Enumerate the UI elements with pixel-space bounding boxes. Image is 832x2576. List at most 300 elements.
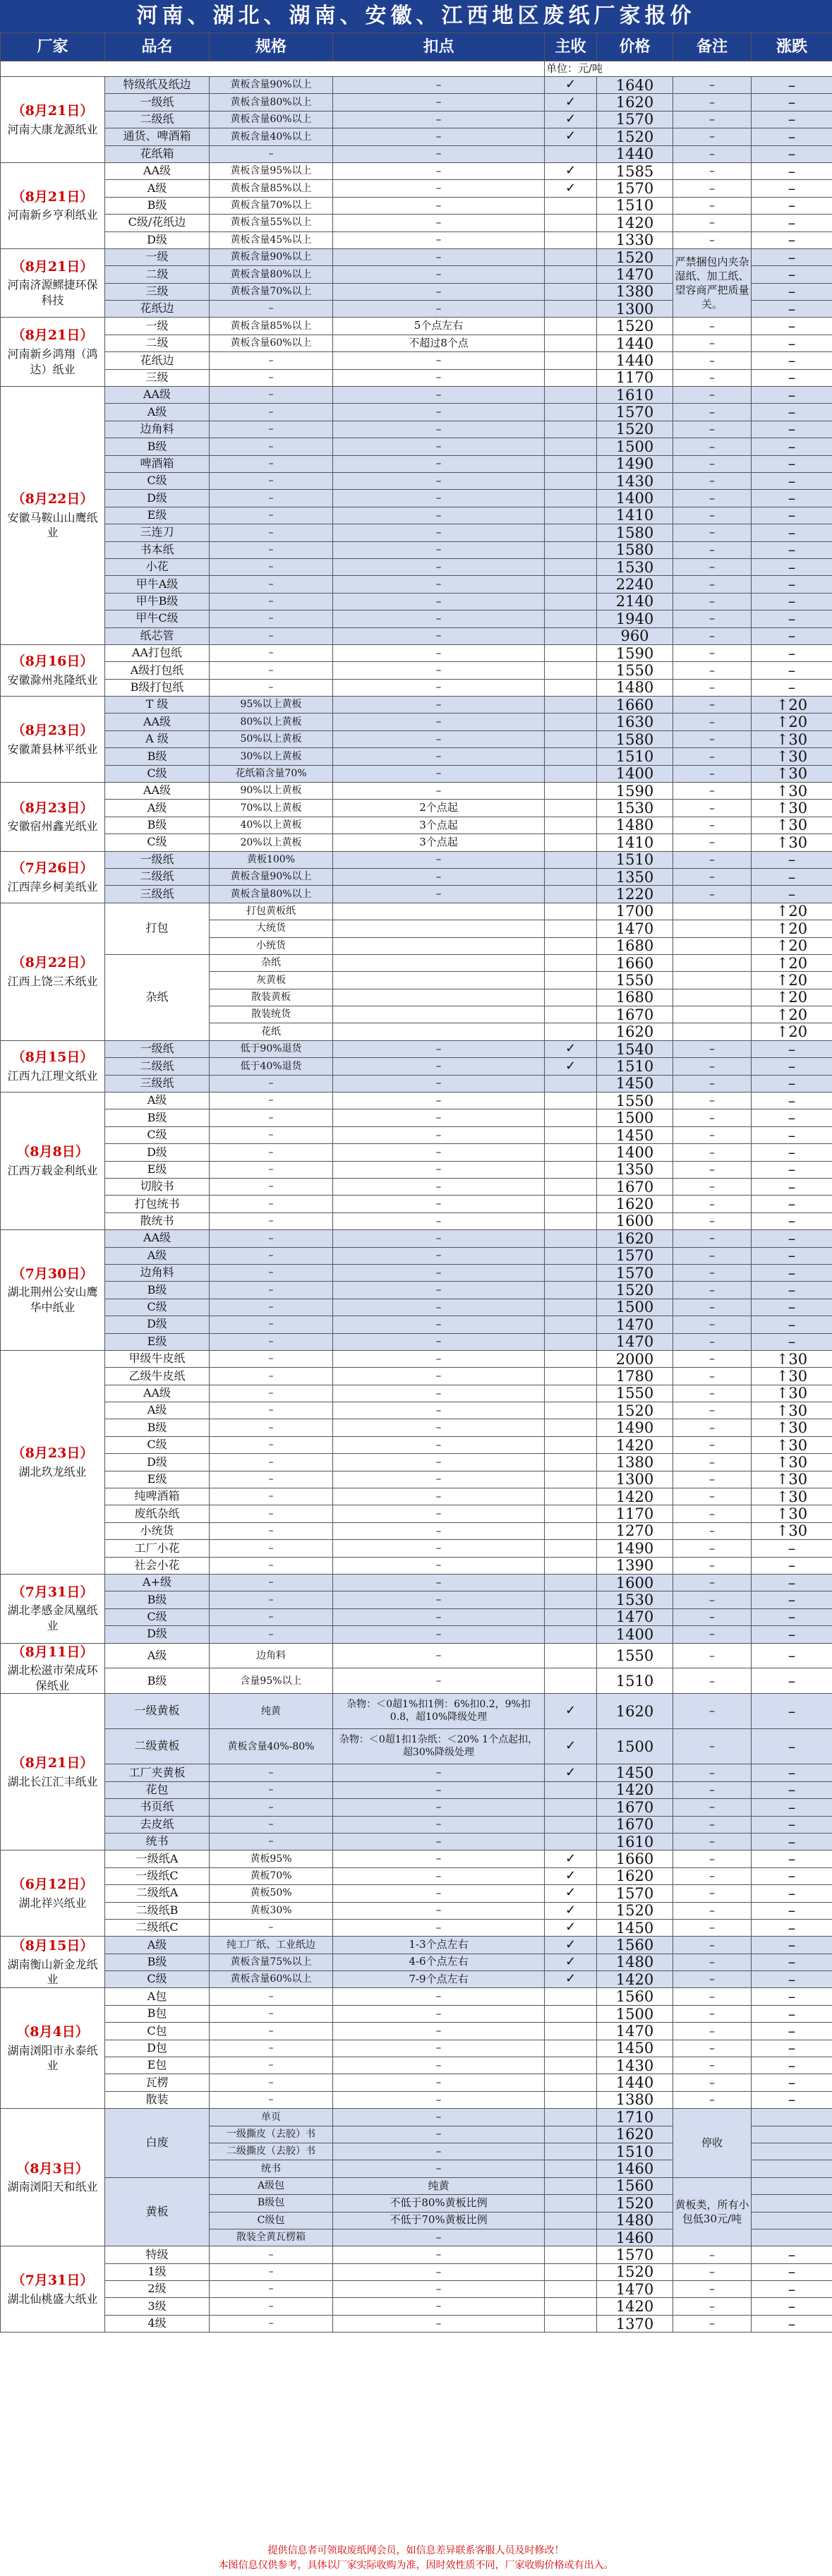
note-cell: –: [673, 404, 752, 421]
deduct-cell: –: [333, 2109, 545, 2126]
table-row: [1, 1247, 832, 1264]
price-cell: 1510: [597, 748, 673, 765]
main-cell: [545, 920, 597, 937]
note-cell: –: [673, 1937, 752, 1954]
deduct-cell: –: [333, 2074, 545, 2091]
change-cell: –: [752, 1668, 832, 1694]
main-cell: [545, 145, 597, 162]
deduct-cell: –: [333, 1608, 545, 1625]
company-cell: [1, 162, 105, 248]
deduct-cell: –: [333, 1885, 545, 1902]
price-cell: 1380: [597, 1454, 673, 1471]
price-cell: 2000: [597, 1350, 673, 1367]
price-cell: 1440: [597, 335, 673, 351]
grade-cell: 特级纸及纸边: [105, 77, 210, 94]
spec-cell: 50%以上黄板: [210, 730, 333, 747]
grade-cell: 二级纸: [105, 111, 210, 128]
grade-cell: 乙级牛皮纸: [105, 1368, 210, 1385]
change-cell: ↑20: [752, 937, 832, 954]
change-cell: –: [752, 1040, 832, 1057]
company-name: 安徽萧县林平纸业: [7, 742, 98, 756]
spec-cell: 黄板含量60%以上: [210, 1971, 333, 1988]
table-row: [1, 644, 832, 661]
note-cell: [673, 937, 752, 954]
table-row: [1, 128, 832, 145]
spec-cell: –: [210, 1540, 333, 1557]
company-name: 江西九江理文纸业: [7, 1069, 98, 1083]
table-row: [1, 524, 832, 541]
table-row: [1, 111, 832, 128]
spec-cell: –: [210, 576, 333, 593]
change-cell: –: [752, 404, 832, 421]
table-row: [1, 455, 832, 472]
spec-cell: –: [210, 507, 333, 524]
table-row: [1, 1988, 832, 2005]
grade-cell: 边角料: [105, 421, 210, 438]
note-cell: [673, 954, 752, 971]
deduct-cell: 4-6个点左右: [333, 1954, 545, 1970]
deduct-cell: –: [333, 765, 545, 782]
note-cell: –: [673, 541, 752, 558]
grade-cell: 工厂小花: [105, 1540, 210, 1557]
main-cell: ✓: [545, 162, 597, 179]
main-cell: ✓: [545, 1902, 597, 1919]
table-row: [1, 576, 832, 593]
change-cell: –: [752, 1694, 832, 1729]
price-cell: 1270: [597, 1522, 673, 1539]
main-cell: [545, 1299, 597, 1316]
deduct-cell: –: [333, 1471, 545, 1488]
grade-cell: B级: [105, 197, 210, 214]
change-cell: –: [752, 868, 832, 885]
deduct-cell: 纯黄: [333, 2177, 545, 2194]
spec-cell: 30%以上黄板: [210, 748, 333, 765]
footer-line-2: 本图信息仅供参考，具体以厂家实际收购为准，因时效性质不同，厂家收购价格或有出入。: [218, 2560, 614, 2571]
note-cell: –: [673, 886, 752, 903]
deduct-cell: [333, 989, 545, 1006]
group-label: 打包: [105, 903, 210, 954]
note-cell: –: [673, 1540, 752, 1557]
change-cell: –: [752, 593, 832, 610]
price-cell: 1170: [597, 369, 673, 386]
price-cell: 1550: [597, 1643, 673, 1668]
spec-cell: 杂纸: [210, 954, 333, 971]
price-cell: 1420: [597, 1971, 673, 1988]
change-cell: –: [752, 145, 832, 162]
main-cell: ✓: [545, 1850, 597, 1867]
grade-cell: E级: [105, 507, 210, 524]
note-cell: –: [673, 1385, 752, 1402]
spec-cell: 纯工厂纸、工业纸边: [210, 1937, 333, 1954]
company-cell: [1, 1350, 105, 1574]
spec-cell: –: [210, 2281, 333, 2298]
main-cell: [545, 903, 597, 920]
table-row: [1, 1040, 832, 1057]
deduct-cell: –: [333, 472, 545, 489]
deduct-cell: –: [333, 2126, 545, 2143]
main-cell: [545, 1161, 597, 1178]
table-row: [1, 851, 832, 868]
price-cell: 1520: [597, 2263, 673, 2280]
main-cell: [545, 834, 597, 851]
main-cell: [545, 507, 597, 524]
spec-cell: –: [210, 1093, 333, 1109]
main-cell: [545, 800, 597, 817]
grade-cell: AA打包纸: [105, 644, 210, 661]
grade-cell: 打包统书: [105, 1196, 210, 1212]
main-cell: [545, 2040, 597, 2057]
note-cell: –: [673, 507, 752, 524]
note-cell: [673, 989, 752, 1006]
change-cell: ↑30: [752, 1368, 832, 1385]
deduct-cell: –: [333, 111, 545, 128]
table-row: [1, 2263, 832, 2280]
change-cell: –: [752, 1179, 832, 1196]
spec-cell: –: [210, 1282, 333, 1299]
note-cell: –: [673, 800, 752, 817]
price-cell: 1660: [597, 954, 673, 971]
spec-cell: 打包黄板纸: [210, 903, 333, 920]
table-row: [1, 1919, 832, 1936]
table-row: [1, 2246, 832, 2263]
company-cell: [1, 1093, 105, 1230]
note-cell: –: [673, 1299, 752, 1316]
spec-cell: 散装黄板: [210, 989, 333, 1006]
main-cell: ✓: [545, 1867, 597, 1884]
note-cell: –: [673, 1694, 752, 1729]
grade-cell: B级: [105, 1591, 210, 1608]
table-row: [1, 954, 832, 971]
spec-cell: 70%以上黄板: [210, 800, 333, 817]
deduct-cell: –: [333, 1540, 545, 1557]
note-cell: –: [673, 1316, 752, 1333]
footer: [0, 2542, 832, 2576]
note-cell: [673, 1023, 752, 1040]
note-cell: –: [673, 2246, 752, 2263]
deduct-cell: –: [333, 593, 545, 610]
note-cell: 黄板类，所有小包低30元/吨: [673, 2177, 752, 2246]
change-cell: –: [752, 301, 832, 318]
main-cell: ✓: [545, 1729, 597, 1764]
change-cell: ↑20: [752, 1023, 832, 1040]
table-row: [1, 1557, 832, 1574]
price-cell: 1940: [597, 610, 673, 627]
change-cell: ↑20: [752, 697, 832, 714]
deduct-cell: –: [333, 2057, 545, 2074]
price-cell: 1530: [597, 800, 673, 817]
main-cell: [545, 1591, 597, 1608]
deduct-cell: –: [333, 541, 545, 558]
deduct-cell: –: [333, 2005, 545, 2022]
change-cell: –: [752, 2281, 832, 2298]
change-cell: –: [752, 1126, 832, 1143]
price-cell: 1520: [597, 2195, 673, 2212]
table-row: [1, 1299, 832, 1316]
change-cell: –: [752, 1902, 832, 1919]
spec-cell: –: [210, 2057, 333, 2074]
main-cell: [545, 215, 597, 231]
table-row: [1, 1937, 832, 1954]
main-cell: [545, 1023, 597, 1040]
price-cell: 1370: [597, 2315, 673, 2332]
price-cell: 1570: [597, 2246, 673, 2263]
deduct-cell: [333, 920, 545, 937]
grade-cell: D级: [105, 1454, 210, 1471]
note-cell: –: [673, 1368, 752, 1385]
spec-cell: 黄板含量60%以上: [210, 111, 333, 128]
deduct-cell: –: [333, 524, 545, 541]
spec-cell: 统书: [210, 2160, 333, 2177]
note-cell: –: [673, 662, 752, 679]
price-cell: 1430: [597, 472, 673, 489]
change-cell: –: [752, 576, 832, 593]
main-cell: [545, 1109, 597, 1126]
spec-cell: –: [210, 610, 333, 627]
note-cell: –: [673, 1212, 752, 1229]
deduct-cell: –: [333, 1075, 545, 1092]
company-date: （8月11日）: [11, 1644, 94, 1660]
grade-cell: C级: [105, 1436, 210, 1453]
deduct-cell: 3个点起: [333, 834, 545, 851]
main-cell: [545, 283, 597, 300]
table-row: [1, 1643, 832, 1668]
table-row: [1, 1488, 832, 1505]
grade-cell: 统书: [105, 1833, 210, 1850]
change-cell: –: [752, 1729, 832, 1764]
table-row: [1, 162, 832, 179]
deduct-cell: –: [333, 679, 545, 696]
deduct-cell: –: [333, 2246, 545, 2263]
deduct-cell: –: [333, 387, 545, 404]
spec-cell: –: [210, 644, 333, 661]
grade-cell: A 级: [105, 730, 210, 747]
unit-row: [1, 61, 832, 77]
price-cell: 1570: [597, 111, 673, 128]
price-cell: 1620: [597, 1694, 673, 1729]
table-row: [1, 1333, 832, 1350]
change-cell: –: [752, 1591, 832, 1608]
price-cell: 1490: [597, 455, 673, 472]
change-cell: –: [752, 215, 832, 231]
change-cell: –: [752, 1799, 832, 1816]
price-cell: 1590: [597, 644, 673, 661]
spec-cell: 黄板含量40%以上: [210, 128, 333, 145]
change-cell: ↑30: [752, 765, 832, 782]
price-cell: 1560: [597, 1937, 673, 1954]
company-date: （8月23日）: [11, 1445, 94, 1462]
spec-cell: –: [210, 1419, 333, 1436]
note-cell: –: [673, 524, 752, 541]
change-cell: [752, 2212, 832, 2229]
company-date: （8月21日）: [11, 102, 94, 119]
change-cell: –: [752, 369, 832, 386]
main-cell: [545, 1471, 597, 1488]
spec-cell: 黄板含量45%以上: [210, 231, 333, 248]
price-cell: 1480: [597, 1954, 673, 1970]
change-cell: –: [752, 1299, 832, 1316]
spec-cell: –: [210, 593, 333, 610]
change-cell: –: [752, 2315, 832, 2332]
deduct-cell: [333, 1006, 545, 1023]
change-cell: ↑20: [752, 1006, 832, 1023]
table-row: [1, 1196, 832, 1212]
change-cell: –: [752, 1816, 832, 1833]
change-cell: –: [752, 2246, 832, 2263]
grade-cell: 2级: [105, 2281, 210, 2298]
main-cell: [545, 472, 597, 489]
change-cell: –: [752, 1850, 832, 1867]
note-cell: –: [673, 2040, 752, 2057]
price-cell: 1610: [597, 387, 673, 404]
spec-cell: 一级撕皮（去胶）书: [210, 2126, 333, 2143]
note-cell: –: [673, 94, 752, 111]
main-cell: [545, 2177, 597, 2194]
deduct-cell: –: [333, 438, 545, 455]
price-cell: 960: [597, 627, 673, 644]
price-cell: 1780: [597, 1368, 673, 1385]
price-cell: 1620: [597, 1196, 673, 1212]
table-row: [1, 387, 832, 404]
company-cell: [1, 851, 105, 903]
note-cell: –: [673, 610, 752, 627]
change-cell: –: [752, 1971, 832, 1988]
spec-cell: –: [210, 369, 333, 386]
table-row: [1, 472, 832, 489]
deduct-cell: –: [333, 1109, 545, 1126]
spec-cell: –: [210, 541, 333, 558]
deduct-cell: –: [333, 197, 545, 214]
price-cell: 1620: [597, 2126, 673, 2143]
deduct-cell: –: [333, 1799, 545, 1816]
note-cell: –: [673, 1668, 752, 1694]
deduct-cell: –: [333, 404, 545, 421]
change-cell: ↑20: [752, 972, 832, 989]
price-cell: 1550: [597, 1093, 673, 1109]
price-cell: 1570: [597, 404, 673, 421]
grade-cell: 三连刀: [105, 524, 210, 541]
table-row: [1, 1626, 832, 1643]
change-cell: –: [752, 507, 832, 524]
company-cell: [1, 1574, 105, 1643]
change-cell: ↑20: [752, 903, 832, 920]
grade-cell: E包: [105, 2057, 210, 2074]
company-name: 湖北荆州公安山鹰华中纸业: [7, 1285, 98, 1314]
grade-cell: 二级纸C: [105, 1919, 210, 1936]
table-row: [1, 1402, 832, 1419]
deduct-cell: –: [333, 1988, 545, 2005]
main-cell: [545, 851, 597, 868]
spec-cell: –: [210, 352, 333, 369]
table-row: [1, 1282, 832, 1299]
spec-cell: 黄板含量55%以上: [210, 215, 333, 231]
company-name: 江西萍乡柯美纸业: [7, 879, 98, 893]
price-cell: 1460: [597, 2160, 673, 2177]
company-name: 河南新乡鸿翔（鸿达）纸业: [7, 347, 98, 376]
company-date: （7月31日）: [11, 1584, 94, 1600]
grade-cell: 二级纸: [105, 1058, 210, 1075]
price-cell: 1520: [597, 421, 673, 438]
deduct-cell: –: [333, 283, 545, 300]
company-date: （8月21日）: [11, 1755, 94, 1771]
main-cell: [545, 714, 597, 730]
company-cell: [1, 697, 105, 783]
spec-cell: –: [210, 1608, 333, 1625]
main-cell: [545, 352, 597, 369]
spec-cell: –: [210, 1522, 333, 1539]
change-cell: ↑30: [752, 834, 832, 851]
deduct-cell: –: [333, 1850, 545, 1867]
note-cell: [673, 920, 752, 937]
price-cell: 1420: [597, 215, 673, 231]
grade-cell: C级/花纸边: [105, 215, 210, 231]
change-cell: –: [752, 2074, 832, 2091]
spec-cell: –: [210, 1230, 333, 1247]
note-cell: –: [673, 1850, 752, 1867]
table-row: [1, 1126, 832, 1143]
main-cell: [545, 1436, 597, 1453]
spec-cell: –: [210, 1833, 333, 1850]
table-row: [1, 421, 832, 438]
grade-cell: 小统货: [105, 1522, 210, 1539]
company-date: （8月23日）: [11, 800, 94, 816]
table-row: [1, 1591, 832, 1608]
company-cell: [1, 2109, 105, 2246]
company-name: 江西上饶三禾纸业: [7, 974, 98, 988]
price-cell: 1470: [597, 2281, 673, 2298]
main-cell: [545, 765, 597, 782]
main-cell: [545, 576, 597, 593]
price-cell: 1550: [597, 1385, 673, 1402]
deduct-cell: –: [333, 610, 545, 627]
main-cell: ✓: [545, 1058, 597, 1075]
deduct-cell: –: [333, 1402, 545, 1419]
grade-cell: A+级: [105, 1574, 210, 1591]
price-cell: 1660: [597, 1850, 673, 1867]
grade-cell: B级: [105, 748, 210, 765]
grade-cell: 书页纸: [105, 1799, 210, 1816]
grade-cell: 书本纸: [105, 541, 210, 558]
price-cell: 1520: [597, 248, 673, 265]
note-cell: –: [673, 1161, 752, 1178]
grade-cell: AA级: [105, 162, 210, 179]
group-label: 黄板: [105, 2177, 210, 2246]
deduct-cell: –: [333, 730, 545, 747]
price-cell: 1380: [597, 2091, 673, 2108]
spec-cell: 黄板含量70%以上: [210, 283, 333, 300]
table-row: [1, 180, 832, 197]
main-cell: [545, 318, 597, 335]
header-change: 涨跌: [752, 33, 832, 61]
change-cell: [752, 2160, 832, 2177]
deduct-cell: 不超过8个点: [333, 335, 545, 351]
main-cell: ✓: [545, 77, 597, 94]
main-cell: [545, 301, 597, 318]
grade-cell: 一级纸: [105, 94, 210, 111]
table-row: [1, 1574, 832, 1591]
table-row: [1, 834, 832, 851]
note-cell: –: [673, 1126, 752, 1143]
change-cell: –: [752, 1557, 832, 1574]
header-deduct: 扣点: [333, 33, 545, 61]
price-cell: 1680: [597, 937, 673, 954]
main-cell: [545, 2212, 597, 2229]
main-cell: [545, 2281, 597, 2298]
price-cell: 1440: [597, 145, 673, 162]
main-cell: [545, 387, 597, 404]
table-row: [1, 404, 832, 421]
price-cell: 1500: [597, 1109, 673, 1126]
grade-cell: D级: [105, 1626, 210, 1643]
